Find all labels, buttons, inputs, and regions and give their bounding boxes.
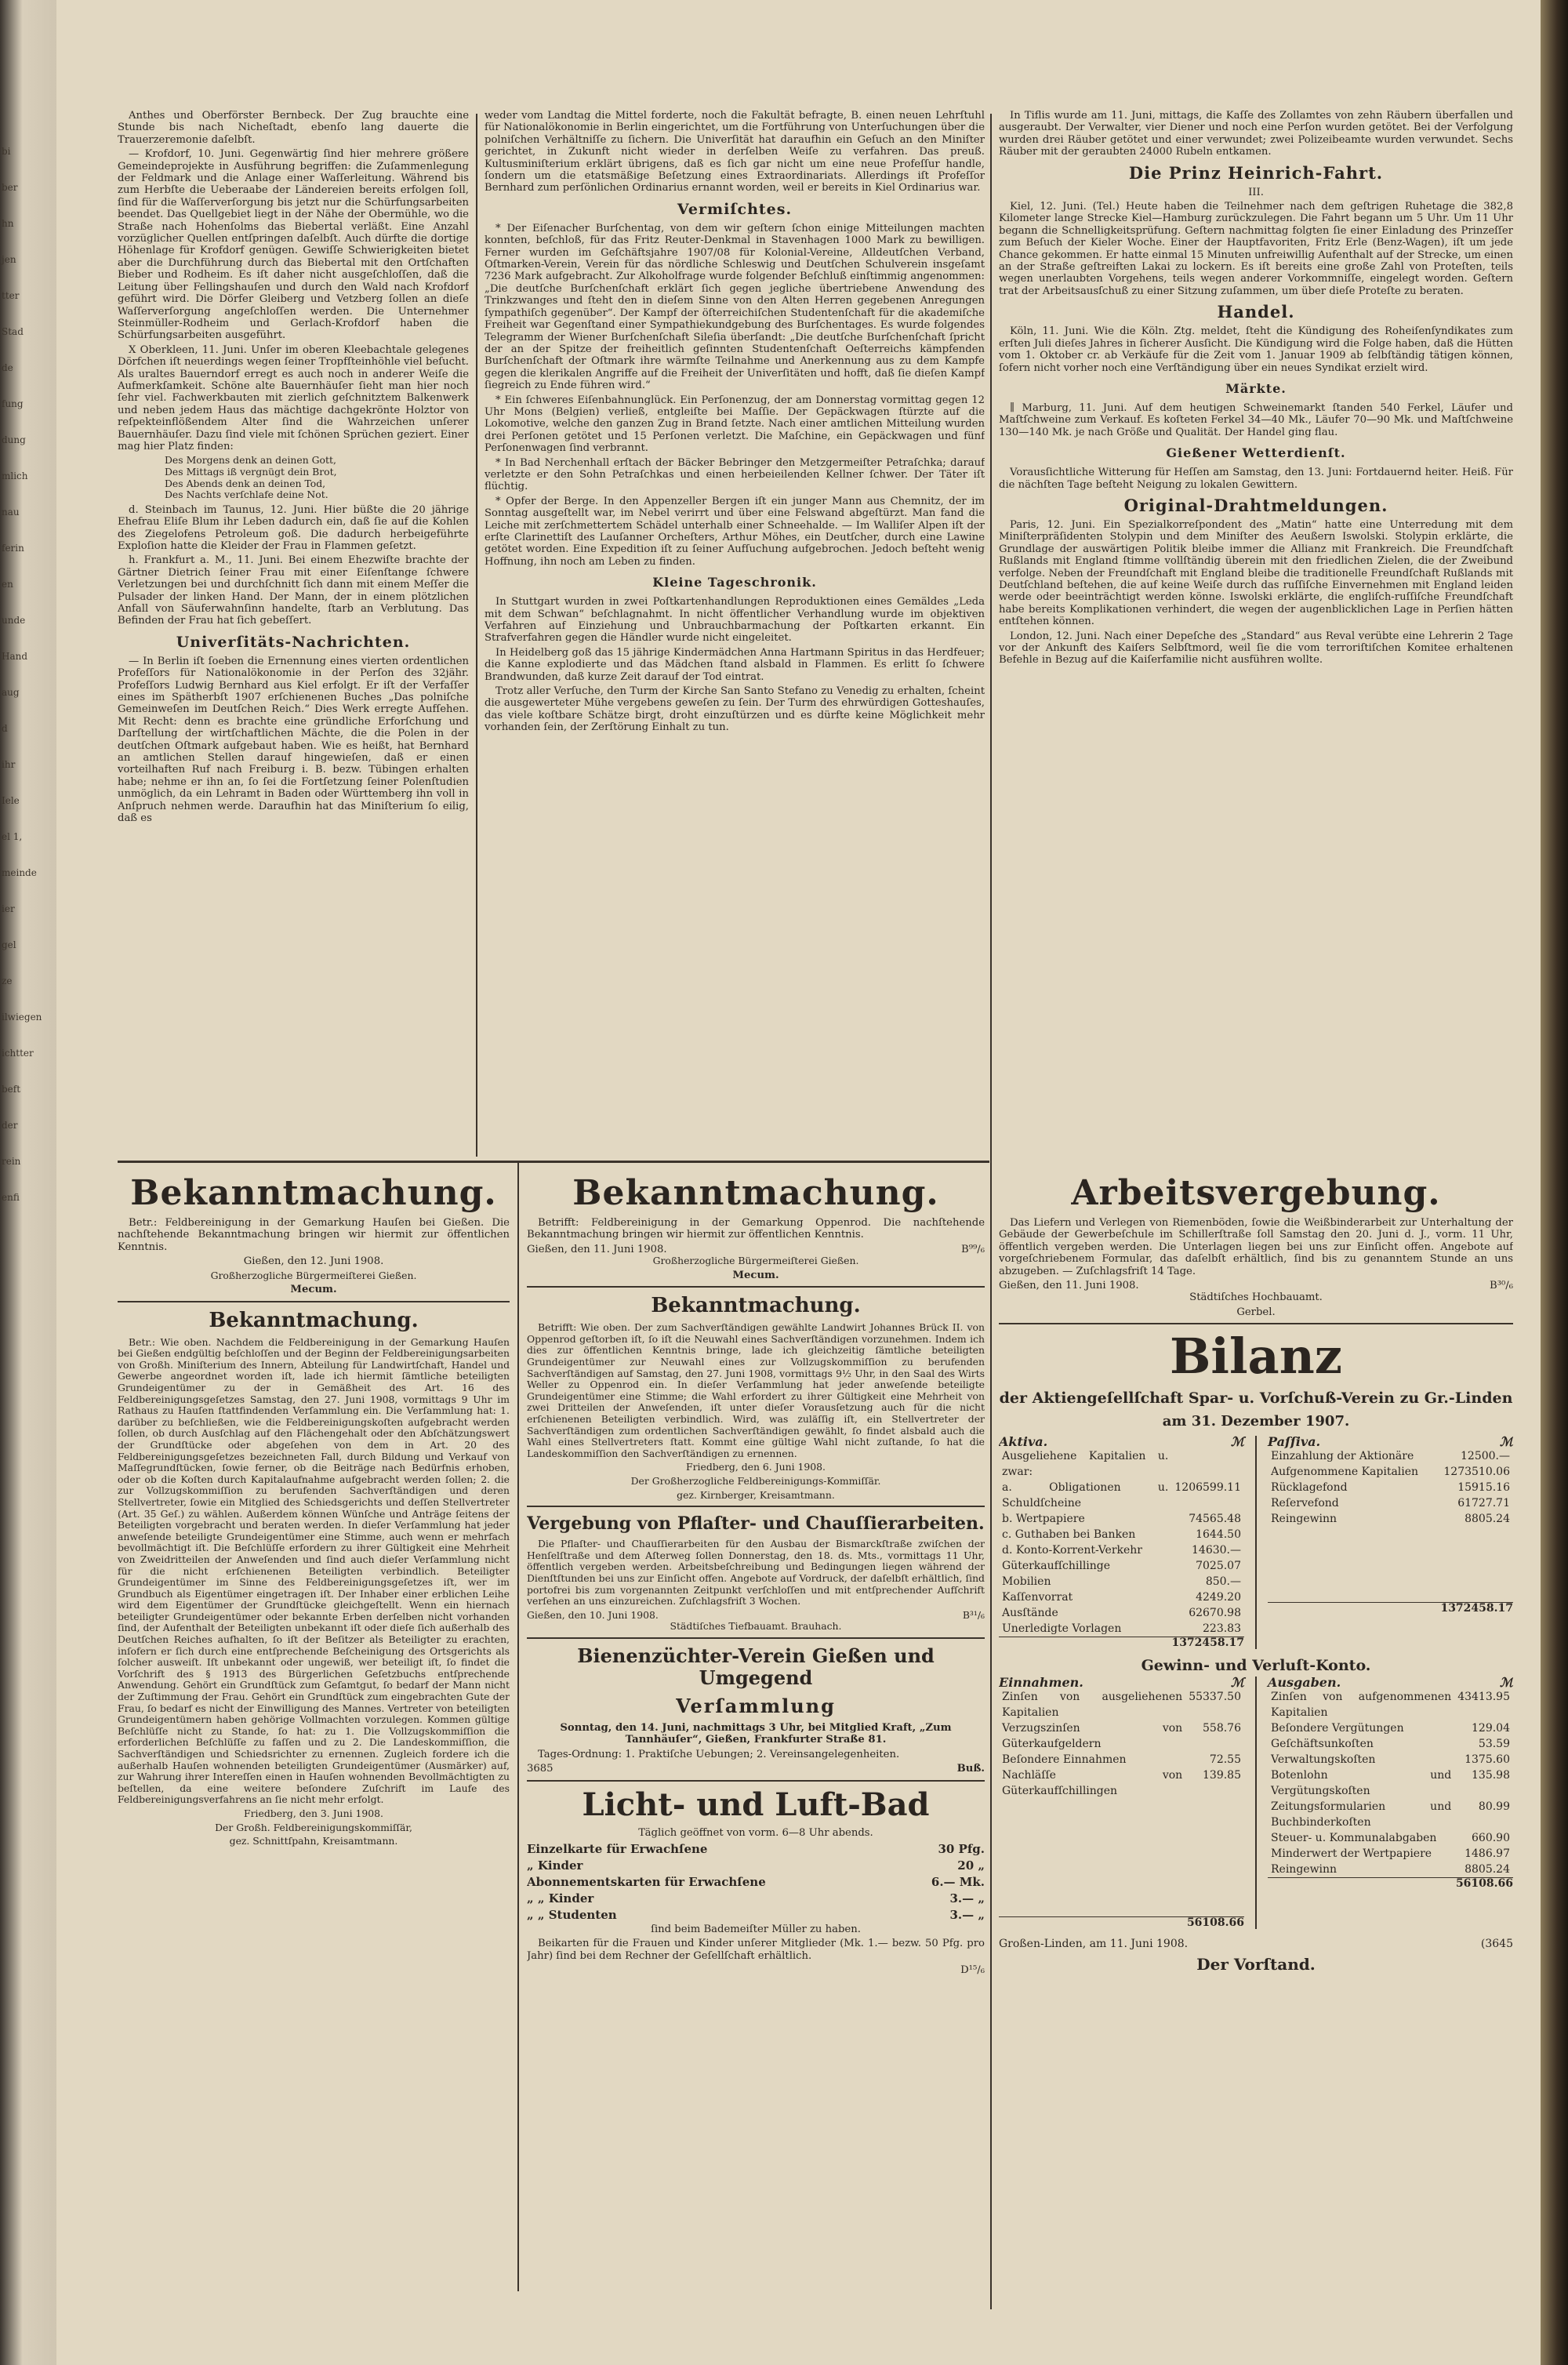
column-rule-1 bbox=[476, 114, 477, 1157]
account-label: Geſchäftsunkoſten bbox=[1271, 1737, 1374, 1750]
account-label: Reſervefond bbox=[1271, 1496, 1339, 1509]
article-berge: * Opfer der Berge. In den Appenzeller Bergen iſt ein junger Mann aus Chemnitz, der im Sonntag ausgeſtellt war, im Nebel verirrt und über eine Felswand abgeſtürzt. Man fand die Leiche mit zerſchmettertem Schädel unterhalb einer Schneehalde. — Im Walliſer Alpen iſt der erſte Clarinettiſt des Lauſanner Orcheſters, Arthur Möhes, ein Deutſcher, durch eine Lawine getötet worden. Eine Expedition iſt zu ſeiner Aufſuchung aufgebrochen. Jedoch beſteht wenig Hoffnung, ihn noch am Leben zu finden. bbox=[485, 495, 985, 568]
ad-signature-3a: Großherzogliche Bürgermeiſterei Gießen. bbox=[652, 1255, 859, 1267]
account-row bbox=[999, 1767, 1244, 1799]
account-row bbox=[1268, 1767, 1513, 1799]
aktiva-heading: Aktiva. bbox=[999, 1434, 1048, 1450]
account-amount: 660.90 bbox=[1472, 1831, 1510, 1844]
account-label: Unerledigte Vorlagen bbox=[1002, 1622, 1122, 1635]
price-value: 30 Pfg. bbox=[938, 1841, 985, 1856]
ad-opening-hours: Täglich geöffnet von vorm. 6—8 Uhr abends. bbox=[638, 1826, 873, 1839]
account-row bbox=[1268, 1736, 1513, 1752]
ad-heading-bekanntmachung-4: Bekanntmachung. bbox=[651, 1294, 861, 1318]
ausgaben-table bbox=[1268, 1689, 1513, 1877]
price-label: „ Kinder bbox=[527, 1858, 583, 1873]
account-amount: 1273510.06 bbox=[1443, 1465, 1510, 1478]
ad-heading-bekanntmachung-3: Bekanntmachung. bbox=[572, 1173, 939, 1213]
ad-signature-arbeit-a: Städtiſches Hochbauamt. bbox=[1189, 1291, 1323, 1304]
ad-price-note: ſind beim Bademeiſter Müller zu haben. bbox=[651, 1923, 861, 1935]
margin-fragment: ihr bbox=[2, 759, 16, 770]
ad-heading-licht-luft-bad: Licht- und Luft-Bad bbox=[582, 1786, 930, 1823]
ad-heading-guv: Gewinn- und Verluſt-Konto. bbox=[1141, 1657, 1371, 1675]
ad-text-bekanntmachung-1: Betr.: Feldbereinigung in der Gemarkung Hauſen bei Gießen. Die nachſtehende Bekanntmachung bringen wir hiermit zur öffentlichen Kenntnis. bbox=[118, 1217, 510, 1253]
article-wetter: Vorausſichtliche Witterung für Heſſen am Samstag, den 13. Juni: Fortdauernd heiter. Heiß. Für die nächſten Tage beſteht Neigung zu lokalen Gewittern. bbox=[999, 467, 1513, 491]
verse-line-4: Des Nachts verſchlafe deine Not. bbox=[165, 489, 328, 501]
passiva-currency: ℳ bbox=[1499, 1434, 1513, 1450]
margin-fragment: enfi bbox=[2, 1192, 20, 1203]
price-value: 3.— „ bbox=[949, 1907, 985, 1922]
ad-signature-1a: Großherzogliche Bürgermeiſterei Gießen. bbox=[210, 1269, 417, 1281]
account-row bbox=[999, 1574, 1244, 1589]
ad-heading-bekanntmachung-2: Bekanntmachung. bbox=[209, 1308, 419, 1332]
account-amount: 1206599.11 bbox=[1174, 1480, 1241, 1494]
account-label: Nachläſſe von Güterkaufſchillingen bbox=[1002, 1768, 1183, 1797]
margin-fragment: jen bbox=[2, 254, 16, 265]
account-row bbox=[1268, 1720, 1513, 1736]
account-row bbox=[999, 1542, 1244, 1558]
price-label: Abonnementskarten für Erwachſene bbox=[527, 1874, 766, 1889]
account-row bbox=[1268, 1511, 1513, 1527]
column-1 bbox=[118, 110, 469, 1153]
margin-fragment: aug bbox=[2, 687, 20, 698]
margin-fragment: unde bbox=[2, 615, 26, 626]
ad-signature-2b: gez. Schnittſpahn, Kreisamtmann. bbox=[229, 1835, 398, 1847]
account-amount: 8805.24 bbox=[1465, 1862, 1510, 1876]
margin-fragment: Stad bbox=[2, 326, 24, 337]
einnahmen-table bbox=[999, 1689, 1244, 1799]
aktiva-total: 1372458.17 bbox=[999, 1637, 1244, 1649]
bilanz-divider bbox=[1255, 1436, 1257, 1649]
article-heidelberg: In Heidelberg goß das 15 jährige Kindermädchen Anna Hartmann Spiritus in das Herdfeuer; die Kanne explodierte und das Mädchen ſtand alsbald in Flammen. Es erlitt ſo ſchwere Brandwunden, daß kurze Zeit darauf der Tod eintrat. bbox=[485, 646, 985, 683]
account-label: Botenlohn und Vergütungskoſten bbox=[1271, 1768, 1452, 1797]
section-heading-handel: Handel. bbox=[1217, 302, 1295, 322]
margin-fragment: d bbox=[2, 723, 8, 734]
account-amount: 62670.98 bbox=[1189, 1606, 1241, 1619]
margin-fragment: fung bbox=[2, 398, 24, 409]
margin-fragment: rein bbox=[2, 1156, 21, 1167]
ad-code-vergebung: B³¹/₆ bbox=[962, 1608, 985, 1621]
account-row bbox=[1268, 1495, 1513, 1511]
price-value: 20 „ bbox=[957, 1858, 985, 1873]
ad-code-arbeitsvergebung: B³⁰/₆ bbox=[1490, 1280, 1513, 1292]
account-amount: 72.55 bbox=[1209, 1753, 1241, 1766]
account-label: Kaſſenvorrat bbox=[1002, 1590, 1073, 1604]
passiva-total: 1372458.17 bbox=[1268, 1602, 1513, 1615]
section-subheading-roman: III. bbox=[1248, 186, 1264, 198]
account-amount: 80.99 bbox=[1478, 1800, 1510, 1813]
verse-line-3: Des Abends denk an deinen Tod, bbox=[165, 477, 326, 489]
ad-separator bbox=[527, 1780, 985, 1782]
margin-fragment: el 1, bbox=[2, 831, 23, 842]
price-list bbox=[527, 1841, 985, 1924]
ad-heading-bienenzuechter: Bienenzüchter-Verein Gießen und Umgegend bbox=[577, 1644, 935, 1689]
ad-signature-bienenzuechter: Buß. bbox=[956, 1763, 985, 1775]
ad-separator bbox=[527, 1637, 985, 1639]
guv-tables bbox=[999, 1677, 1513, 1929]
section-heading-prinz-heinrich: Die Prinz Heinrich-Fahrt. bbox=[1128, 162, 1384, 183]
price-row bbox=[527, 1874, 985, 1891]
price-row bbox=[527, 1858, 985, 1874]
margin-fragment: ilwiegen bbox=[2, 1012, 42, 1023]
ad-signature-3b: Mecum. bbox=[732, 1269, 779, 1281]
bilanz-signature: Der Vorſtand. bbox=[1196, 1954, 1316, 1974]
ausgaben-heading: Ausgaben. bbox=[1268, 1675, 1341, 1691]
ad-date-bilanz: am 31. Dezember 1907. bbox=[1162, 1413, 1350, 1430]
account-row bbox=[1268, 1846, 1513, 1862]
account-row bbox=[999, 1589, 1244, 1605]
price-row bbox=[527, 1841, 985, 1858]
ad-separator bbox=[527, 1286, 985, 1288]
margin-fragment: ichtter bbox=[2, 1048, 34, 1059]
ads-column-right bbox=[999, 1168, 1513, 2298]
article-koeln: Köln, 11. Juni. Wie die Köln. Ztg. meldet, ſteht die Kündigung des Roheiſenſyndikates zum erſten Juli dieſes Jahres in ſicherer Ausſicht. Die Kündigung wird die Folge haben, daß die Hütten vom 1. Oktober cr. ab Verkäufe für die Zeit vom 1. Januar 1909 ab ſelbſtändig tätigen können, ſofern nicht vorher noch eine Verſtändigung über ein neues Syndikat erzielt wird. bbox=[999, 325, 1513, 374]
article-marburg: ∥ Marburg, 11. Juni. Auf dem heutigen Schweinemarkt ſtanden 540 Ferkel, Läufer und Maſtſchweine zum Verkauf. Es koſteten Ferkel 34—40 Mk., Läufer 70—90 Mk. und Maſtſchweine 130—140 Mk. je nach Größe und Qualität. Der Handel ging flau. bbox=[999, 401, 1513, 438]
margin-fragment: Hand bbox=[2, 651, 28, 662]
account-row bbox=[1268, 1448, 1513, 1464]
column-rule-ads bbox=[517, 1162, 519, 2291]
account-label: Zinſen von ausgeliehenen Kapitalien bbox=[1002, 1690, 1183, 1719]
section-heading-maerkte: Märkte. bbox=[1225, 380, 1287, 396]
account-label: Verwaltungskoſten bbox=[1271, 1753, 1376, 1766]
account-row bbox=[999, 1448, 1244, 1480]
account-amount: 850.— bbox=[1205, 1575, 1241, 1588]
account-row bbox=[1268, 1799, 1513, 1830]
account-label: Zeitungsformularien und Buchbinderkoſten bbox=[1271, 1800, 1452, 1829]
margin-fragment: de bbox=[2, 362, 13, 373]
account-label: Aufgenommene Kapitalien bbox=[1271, 1465, 1419, 1478]
ad-heading-bilanz: Bilanz bbox=[1170, 1328, 1342, 1386]
page-edge bbox=[1541, 0, 1568, 2365]
margin-fragment: gel bbox=[2, 939, 16, 950]
account-row bbox=[999, 1527, 1244, 1542]
section-heading-university: Univerſitäts-Nachrichten. bbox=[176, 633, 411, 651]
account-row bbox=[1268, 1480, 1513, 1495]
ads-column-middle bbox=[527, 1168, 985, 2298]
ad-separator bbox=[118, 1301, 510, 1302]
account-amount: 129.04 bbox=[1472, 1721, 1510, 1735]
margin-fragment: ier bbox=[2, 903, 15, 914]
section-heading-tageschronik: Kleine Tageschronik. bbox=[652, 575, 817, 590]
account-row bbox=[1268, 1752, 1513, 1767]
account-label: Zinſen von aufgenommenen Kapitalien bbox=[1271, 1690, 1452, 1719]
ad-text-bekanntmachung-3: Betrifft: Feldbereinigung in der Gemarkung Oppenrod. Die nachſtehende Bekanntmachung bringen wir hiermit zur öffentlichen Kenntnis. bbox=[527, 1217, 985, 1241]
bilanz-place-date: Großen-Linden, am 11. Juni 1908. bbox=[999, 1938, 1189, 1951]
margin-fragment: ze bbox=[2, 975, 13, 986]
article-stuttgart: In Stuttgart wurden in zwei Poſtkartenhandlungen Reproduktionen eines Gemäldes „Leda mit dem Schwan“ beſchlagnahmt. In nicht öffentlicher Verhandlung wurde im objektiven Verfahren auf Einziehung und Unbrauchbarmachung der Poſtkarten erkannt. Ein Strafverfahren gegen die Händler wurde nicht eingeleitet. bbox=[485, 596, 985, 645]
account-amount: 135.98 bbox=[1472, 1768, 1510, 1782]
price-row bbox=[527, 1907, 985, 1924]
ausgaben-currency: ℳ bbox=[1499, 1675, 1513, 1691]
column-3 bbox=[999, 110, 1513, 1153]
ad-signature-1b: Mecum. bbox=[290, 1284, 337, 1296]
account-label: a. Obligationen u. Schuldſcheine bbox=[1002, 1480, 1169, 1509]
article-kiel: Kiel, 12. Juni. (Tel.) Heute haben die Teilnehmer nach dem geſtrigen Ruhetage die 382,8 Kilometer lange Strecke Kiel—Hamburg zurückzulegen. Die Fahrt begann um 5 Uhr. Um 11 Uhr begann die Schnelligkeitsprüfung. Geſtern nachmittag folgten ſie einer Einladung des Prinzeſſer zum Beſuch der Kieler Woche. Einer der Hauptfavoriten, Fritz Erle (Benz-Wagen), iſt um jede Chance gekommen. Er hatte einmal 15 Minuten unfreiwillig Aufenthalt auf der Strecke, um einen an der Straße geſtreiften Lakai zu lockern. Es iſt bereits eine große Zahl von Proteſten, teils wegen unerlaubten Vorgehens, teils wegen anderer Vorkommniſſe, eingelegt worden. Geſtern trat der Arbeitsausſchuß zu einer Sitzung zuſammen, um über dieſe Proteſte zu beraten. bbox=[999, 201, 1513, 297]
passiva-heading: Paſſiva. bbox=[1268, 1434, 1321, 1450]
ad-order-bienenzuechter: Tages-Ordnung: 1. Praktiſche Uebungen; 2. Vereinsangelegenheiten. bbox=[538, 1748, 900, 1760]
account-row bbox=[999, 1720, 1244, 1752]
ad-separator bbox=[999, 1323, 1513, 1324]
price-value: 6.— Mk. bbox=[931, 1874, 985, 1889]
column-rule-2 bbox=[990, 114, 992, 2309]
account-amount: 55337.50 bbox=[1189, 1690, 1241, 1703]
account-label: d. Konto-Korrent-Verkehr bbox=[1002, 1543, 1142, 1557]
ad-signature-arbeit-b: Gerbel. bbox=[1236, 1306, 1276, 1318]
account-row bbox=[1268, 1862, 1513, 1877]
ad-subheading-versammlung: Verſammlung bbox=[676, 1694, 836, 1717]
margin-fragment: der bbox=[2, 1120, 18, 1131]
account-row bbox=[999, 1689, 1244, 1720]
margin-fragment: mlich bbox=[2, 470, 28, 481]
account-label: Beſondere Vergütungen bbox=[1271, 1721, 1404, 1735]
account-label: Minderwert der Wertpapiere bbox=[1271, 1847, 1432, 1860]
ad-text-bekanntmachung-4: Betrifft: Wie oben. Der zum Sachverſtändigen gewählte Landwirt Johannes Brück II. von Oppenrod geſtorben iſt, ſo iſt die Neuwahl eines Sachverſtändigen vorzunehmen. Indem ich dies zur öffentlichen Kenntnis bringe, lade ich gleichzeitig ſämtliche beteiligten Grundeigentümer zur Neuwahl eines zur Vollzugskommiſſion zu berufenden Sachverſtändigen auf Samstag, den 27. Juni 1908, vormittags 9½ Uhr, in den Saal des Wirts Weller zu Oppenrod ein. In dieſer Verſammlung hat jeder anweſende beteiligte Grundeigentümer eine Stimme; die Wahl erfordert zu ihrer Gültigkeit eine Mehrheit von zwei Dritteilen der Anweſenden, iſt unter dieſer Vorausſetzung auch für die nicht erſchienenen Beteiligten verbindlich. Wird, was zuläſſig iſt, ein Stellvertreter der Sachverſtändigen zum ordentlichen Sachverſtändigen gewählt, ſo findet alsbald auch die Wahl eines Stellvertreters ſtatt. Kommt eine gültige Wahl nicht zuſtande, ſo hat die Landeskommiſſion den Sachverſtändigen zu ernennen. bbox=[527, 1321, 985, 1459]
guv-divider bbox=[1255, 1677, 1257, 1929]
ad-signature-2a: Der Großh. Feldbereinigungskommiſſär, bbox=[215, 1821, 412, 1833]
einnahmen-currency: ℳ bbox=[1230, 1675, 1244, 1691]
ad-separator bbox=[527, 1506, 985, 1507]
article-tiflis: In Tiflis wurde am 11. Juni, mittags, die Kaſſe des Zollamtes von zehn Räubern überfallen und ausgeraubt. Der Verwalter, vier Diener und noch eine Perſon wurden getötet. Bei der Verfolgung wurden drei Räuber getötet und einer verwundet; zwei Polizeibeamte wurden verwundet. Sechs Räuber mit der geraubten 24000 Rubeln entkamen. bbox=[999, 110, 1513, 158]
price-label: Einzelkarte für Erwachſene bbox=[527, 1841, 708, 1856]
ad-signature-vergebung: Städtiſches Tiefbauamt. Brauhach. bbox=[670, 1620, 842, 1633]
price-label: „ „ Studenten bbox=[527, 1907, 617, 1922]
article-oberkleen: X Oberkleen, 11. Juni. Unſer im oberen Kleebachtale gelegenes Dörfchen iſt neuerdings wegen ſeiner Tropfſteinhöhle viel beſucht. Als uraltes Bauerndorf erregt es auch noch in anderer Weiſe die Aufmerkſamkeit. Schöne alte Bauernhäuſer ſieht man hier noch ſehr viel. Fachwerkbauten mit zierlich geſchnitztem Balkenwerk und neben jedem Haus das mächtige dachgekrönte Holztor von reſpekteinflößendem Alter ſind die Wahrzeichen unſerer Bauernhäuſer. Dazu ſind viele mit ſchönen Sprüchen geziert. Einer mag hier Platz finden: bbox=[118, 343, 469, 452]
ad-signature-4a: Der Großherzogliche Feldbereinigungs-Kommiſſär. bbox=[630, 1474, 881, 1487]
account-amount: 8805.24 bbox=[1465, 1512, 1510, 1525]
article-nerchenhall: * In Bad Nerchenhall erſtach der Bäcker Bebringer den Metzgermeiſter Petraſchka; darauf verletzte er den Sohn Petraſchkas und einen herbeieilenden Kellner ſchwer. Der Täter iſt flüchtig. bbox=[485, 456, 985, 493]
article-eisenach: * Der Eiſenacher Burſchentag, von dem wir geſtern ſchon einige Mitteilungen machten konnten, beſchloß, für das Fritz Reuter-Denkmal in Stavenhagen 1000 Mark zu bewilligen. Ferner wurden im Geſchäftsjahre 1907/08 für Kolonial-Vereine, Alldeutſchen Verband, Oſtmarken-Verein, Verein für das nördliche Schleswig und Deutſchen Schulverein insgeſamt 7236 Mark aufgebracht. Zur Alkoholfrage wurde folgender Beſchluß einſtimmig angenommen: „Die deutſche Burſchenſchaft erklärt ſich gegen jegliche übertriebene Anwendung des Trinkzwanges und ſteht den in dieſem Sinne von den Alten Herren gegebenen Anregungen ſympathiſch gegenüber“. Der Kampf der öſterreichiſchen Studentenſchaft für die akademiſche Freiheit war Gegenſtand einer Sympathiekundgebung des Burſchentages. Es wurde folgendes Telegramm der Wiener Burſchenſchaft Sileſia überſandt: „Die deutſche Burſchenſchaft ſpricht der an der Spitze der freiheitlich geſinnten Studentenſchaft Oeſterreichs kämpfenden Burſchenſchaft der Oſtmark ihre wärmſte Teilnahme und Anerkennung aus zu dem Kampfe gegen die klerikalen Angriffe auf die Freiheit der Univerſitäten und hofft, daß ſie dieſen Kampf ſiegreich zu Ende führen wird.“ bbox=[485, 222, 985, 392]
ad-date-bekanntmachung-4: Friedberg, den 6. Juni 1908. bbox=[686, 1461, 826, 1473]
price-row bbox=[527, 1891, 985, 1907]
margin-fragment: nau bbox=[2, 507, 20, 518]
ad-code-licht-luft-bad: D¹⁵/₆ bbox=[960, 1964, 985, 1977]
ad-signature-4b: gez. Kirnberger, Kreisamtmann. bbox=[677, 1488, 835, 1501]
ad-text-arbeitsvergebung: Das Liefern und Verlegen von Riemenböden, ſowie die Weißbinderarbeit zur Unterhaltung der Gebäude der Gewerbeſchule im Schillerſtraße ſoll Samstag den 20. Juni d. J., vorm. 11 Uhr, öffentlich vergeben werden. Die Unterlagen liegen bei uns zur Einſicht offen. Angebote auf vorgeſchriebenem Formular, das daſelbſt erhältlich, ſind bis zu genanntem Stunde an uns abzugeben. — Zuſchlagsfriſt 14 Tage. bbox=[999, 1217, 1513, 1277]
account-row bbox=[1268, 1464, 1513, 1480]
account-amount: 223.83 bbox=[1203, 1622, 1241, 1635]
section-heading-drahtmeldungen: Original-Drahtmeldungen. bbox=[1123, 495, 1388, 515]
price-label: „ „ Kinder bbox=[527, 1891, 594, 1905]
account-amount: 15915.16 bbox=[1457, 1480, 1510, 1494]
article-steinbach: d. Steinbach im Taunus, 12. Juni. Hier büßte die 20 jährige Ehefrau Eliſe Blum ihr Leben dadurch ein, daß ſie auf die Kohlen des Ziegelofens Petroleum goß. Die dadurch herbeigeführte Exploſion hatte die Kleider der Frau in Flammen geſetzt. bbox=[118, 503, 469, 552]
article-lead: Anthes und Oberförster Bernbeck. Der Zug brauchte eine Stunde bis nach Nicheſtadt, ebenſo lang dauerte die Trauerzeremonie daſelbſt. bbox=[118, 110, 469, 146]
account-label: Steuer- u. Kommunalabgaben bbox=[1271, 1831, 1437, 1844]
account-label: Verzugszinſen von Güterkaufgeldern bbox=[1002, 1721, 1183, 1750]
ad-text-bekanntmachung-2: Betr.: Wie oben. Nachdem die Feldbereinigung in der Gemarkung Hauſen bei Gießen endgültig beſchloſſen und der Beginn der Feldbereinigungsarbeiten von Großh. Miniſterium des Innern, Abteilung für Landwirtſchaft, Handel und Gewerbe angeordnet worden iſt, lade ich hiermit ſämtliche beteiligten Grundeigentümer zu der in Gemäßheit des Art. 16 des Feldbereinigungsgeſetzes Samstag, den 27. Juni 1908, vormittags 9 Uhr im Rathaus zu Hauſen ſtattfindenden Verſammlung ein. Die Verſammlung hat: 1. darüber zu beſchließen, wie die Feldbereinigungskoſten aufgebracht werden ſollen, ob durch Ausſchlag auf den Flächengehalt oder den Abſchätzungswert der Grundſtücke oder abgeſehen von dem in Art. 20 des Feldbereinigungsgeſetzes bezeichneten Fall, durch Bildung und Verkauf von Maſſegrundſtücken, ſowie ferner, ob die Beiträge nach Bedürfnis erhoben, oder ob die Koſten durch Kapitalaufnahme aufgebracht werden ſollen; 2. die zur Vollzugskommiſſion zu berufenden Sachverſtändigen und deren Stellvertreter, ſowie ein Mitglied des Schiedsgerichts und deſſen Stellvertreter (Art. 35 Geſ.) zu wählen. Außerdem können Wünſche und Anträge ſeitens der Beteiligten vorgebracht und beraten werden. In dieſer Verſammlung hat jeder anweſende beteiligte Grundeigentümer eine Stimme, auch wenn er mehrfach bevollmächtigt iſt. Die Beſchlüſſe erfordern zu ihrer Gültigkeit eine Mehrheit von Zweidritteilen der Anweſenden und ſind auch dieſer Verſammlung nicht für die nicht erſchienenen Beteiligten verbindlich. Beteiligter Grundeigentümer im Sinne des Feldbereinigungsgeſetzes iſt, wer im Grundbuch als Eigentümer eingetragen iſt. Der Inhaber einer erblichen Leihe wird dem Eigentümer der Grundſtücke gleichgeſtellt. Wenn ein hiernach beteiligter Grundeigentümer oder bekannte Erben derſelben nicht vorhanden ſind, der Aufenthalt der Beteiligten unbekannt iſt oder dieſe ſich außerhalb des Deutſchen Reiches aufhalten, ſo iſt der Beſitzer als Beteiligter zu erachten, inſofern er ſich durch eine entſprechende Beſcheinigung des Ortsgerichts als ſolcher ausweiſt. Iſt unbekannt oder ungewiß, wer beteiligt iſt, ſo findet die Vorſchrift des § 1913 des Bürgerlichen Geſetzbuchs entſprechende Anwendung. Gehört ein Grundſtück zum Geſamtgut, ſo bedarf der Mann nicht der Zuſtimmung der Frau. Gehört ein Grundſtück zum eingebrachten Gute der Frau, ſo bedarf es nicht der Einwilligung des Mannes. Vertreter von beteiligten Grundeigentümern haben gehörige Vollmachten vorzulegen. Kommen gültige Beſchlüſſe nicht zu Stande, ſo hat: zu 1. Die Vollzugskommiſſion die erforderlichen Beſchlüſſe zu faſſen und zu 2. Die Landeskommiſſion, die Sachverſtändigen und Schiedsrichter zu ernennen. Zugleich fordere ich die außerhalb Hauſen wohnenden beteiligten Grundeigentümer (Ausmärker) auf, zur Wahrung ihrer Intereſſen einen in Hauſen wohnenden Bevollmächtigten zu beſtellen, da eine weitere beſondere Zuſchrift im Laufe des Feldbereinigungsverfahrens an ſie nicht mehr erfolgt. bbox=[118, 1335, 510, 1806]
aktiva-currency: ℳ bbox=[1230, 1434, 1244, 1450]
ad-subheading-bilanz: der Aktiengeſellſchaft Spar- u. Vorſchuß-Verein zu Gr.-Linden bbox=[999, 1390, 1513, 1408]
aktiva-panel bbox=[999, 1436, 1244, 1649]
article-university-cont: weder vom Landtag die Mittel forderte, noch die Fakultät befragte, B. einen neuen Lehrſtuhl für Nationalökonomie in Berlin eingerichtet, um die Fortführung von Unterſuchungen über die polniſchen Verhältniſſe zu ſichern. Die Univerſität hat daraufhin ein Geſuch an den Miniſter gerichtet, in Zukunft nicht wieder in derſelben Weiſe zu verfahren. Das preuß. Kultusminiſterium erklärt übrigens, daß es ſich gar nicht um eine neue Profeſſur handle, ſondern um die etatsmäßige Beſetzung eines Extraordinariats. Allerdings iſt Profeſſor Bernhard zum perſönlichen Ordinarius ernannt worden, weil er bereits in Kiel Ordinarius war. bbox=[485, 110, 985, 194]
ad-date-vergebung: Gießen, den 10. Juni 1908. bbox=[527, 1608, 659, 1621]
verse-line-1: Des Morgens denk an deinen Gott, bbox=[165, 454, 336, 467]
account-amount: 12500.— bbox=[1461, 1449, 1510, 1462]
ads-rule-top bbox=[118, 1161, 989, 1163]
account-amount: 53.59 bbox=[1478, 1737, 1510, 1750]
article-eisenbahn: * Ein ſchweres Eiſenbahnunglück. Ein Perſonenzug, der am Donnerstag vormittag gegen 12 Uhr Mons (Belgien) verließ, entgleiſte bei Maſſie. Der Gepäckwagen ſtürzte auf die Lokomotive, welche den ganzen Zug in Brand ſetzte. Nach einer amtlichen Mitteilung wurden drei Perſonen getötet und 15 Perſonen verletzt. Die Maſchine, ein Gepäckwagen und fünf Perſonenwagen ſind verbrannt. bbox=[485, 394, 985, 455]
ad-heading-bekanntmachung-1: Bekanntmachung. bbox=[130, 1173, 497, 1213]
bilanz-tables bbox=[999, 1436, 1513, 1649]
article-frankfurt: h. Frankfurt a. M., 11. Juni. Bei einem Ehezwiſte brachte der Gärtner Dietrich ſeiner Frau mit einer Eiſenſtange ſchwere Verletzungen bei und durchſchnitt ſich dann mit einem Meſſer die Pulsader der linken Hand. Der Mann, der in einem plötzlichen Anfall von Säuferwahnſinn handelte, ſtarb an Verblutung. Das Befinden der Frau hat ſich gebeſſert. bbox=[118, 554, 469, 627]
account-label: Mobilien bbox=[1002, 1575, 1051, 1588]
account-label: Beſondere Einnahmen bbox=[1002, 1753, 1127, 1766]
einnahmen-heading: Einnahmen. bbox=[999, 1675, 1083, 1691]
ausgaben-total: 56108.66 bbox=[1268, 1877, 1513, 1890]
einnahmen-panel bbox=[999, 1677, 1244, 1929]
margin-fragment: beft bbox=[2, 1084, 21, 1095]
account-amount: 139.85 bbox=[1203, 1768, 1241, 1782]
account-label: Güterkaufſchillinge bbox=[1002, 1559, 1111, 1572]
account-amount: 43413.95 bbox=[1457, 1690, 1510, 1703]
margin-fragment: meinde bbox=[2, 867, 37, 878]
ad-date-arbeitsvergebung: Gießen, den 11. Juni 1908. bbox=[999, 1280, 1139, 1292]
account-row bbox=[1268, 1689, 1513, 1720]
margin-fragment: bi bbox=[2, 146, 11, 157]
margin-fragment: dung bbox=[2, 434, 26, 445]
account-amount: 1644.50 bbox=[1196, 1528, 1241, 1541]
account-label: Rücklagefond bbox=[1271, 1480, 1348, 1494]
account-label: Einzahlung der Aktionäre bbox=[1271, 1449, 1414, 1462]
column-2 bbox=[485, 110, 985, 1153]
article-university: — In Berlin iſt ſoeben die Ernennung eines vierten ordentlichen Profeſſors für Nationalökonomie in der Perſon des 32jähr. Profeſſors Ludwig Bernhard aus Kiel erfolgt. Er iſt der Verfaſſer eines im Spätherbſt 1907 erſchienenen Buches „Das polniſche Gemeinweſen im Deutſchen Reich.“ Dies Werk erregte Aufſehen. Mit Recht: denn es brachte eine gründliche Erforſchung und Darſtellung der wirtſchaftlichen Mächte, die die Polen in der deutſchen Oſtmark aufgebaut haben. Wie es heißt, hat Bernhard an amtlichen Stellen darauf hingewieſen, daß er einen vorteilhaften Ruf nach Freiburg i. B. bezw. Tübingen erhalten habe; nehme er ihn an, ſo ſei die Fortſetzung ſeiner Polenſtudien unmöglich, da ein Lehramt in Baden oder Württemberg ihn voll in Anſpruch nehmen werde. Daraufhin hat das Miniſterium ſo eilig, daß es bbox=[118, 655, 469, 825]
margin-fragment: hn bbox=[2, 218, 14, 229]
account-amount: 1375.60 bbox=[1465, 1753, 1510, 1766]
account-label: c. Guthaben bei Banken bbox=[1002, 1528, 1136, 1541]
ads-column-left bbox=[118, 1168, 510, 2298]
passiva-table bbox=[1268, 1448, 1513, 1527]
section-heading-vermischtes: Vermiſchtes. bbox=[677, 200, 793, 218]
bilanz-code: (3645 bbox=[1480, 1938, 1513, 1951]
margin-fragments bbox=[2, 133, 55, 1215]
article-paris: Paris, 12. Juni. Ein Spezialkorreſpondent des „Matin“ hatte eine Unterredung mit dem Miniſterpräſidenten Stolypin und dem Miniſter des Aeußern Iswolski. Stolypin erklärte, die Grundlage der auswärtigen Politik bleibe immer die Allianz mit Frankreich. Die Freundſchaft Rußlands mit England ſtimme vollſtändig überein mit den friedlichen Zielen, die der Zweibund verfolge. Neben der Freundſchaft mit England bleibe die traditionelle Freundſchaft Rußlands mit Deutſchland beſtehen, die auf keine Weiſe durch das ruſſiſche Einvernehmen mit England leiden werde oder beeinträchtigt werden könne. Iswolski erklärte, die engliſch-ruſſiſche Freundſchaft habe bereits Komplikationen verhindert, die wegen der augenblicklichen Lage in Perſien hätten entſtehen können. bbox=[999, 518, 1513, 628]
account-label: Reingewinn bbox=[1271, 1862, 1338, 1876]
account-label: Ausgeliehene Kapitalien u. zwar: bbox=[1002, 1449, 1169, 1478]
account-amount: 61727.71 bbox=[1457, 1496, 1510, 1509]
account-row bbox=[999, 1480, 1244, 1511]
account-row bbox=[1268, 1830, 1513, 1846]
article-turm: Trotz aller Verſuche, den Turm der Kirche San Santo Stefano zu Venedig zu erhalten, ſcheint die ausgewerteter Mühe vergebens geweſen zu ſein. Der Turm des ehrwürdigen Gotteshauſes, das viele koſtbare Schätze birgt, droht einzuſtürzen und es dürfte keine Möglichkeit mehr vorhanden ſein, der Zerſtörung Einhalt zu tun. bbox=[485, 685, 985, 734]
ad-date-bekanntmachung-3: Gießen, den 11. Juni 1908. bbox=[527, 1243, 667, 1255]
ad-text-vergebung: Die Pflaſter- und Chauſſierarbeiten für den Ausbau der Bismarckſtraße zwiſchen der Henſelſtraße und dem Aſterweg ſollen Donnerstag, den 18. ds. Mts., vormittags 11 Uhr, öffentlich vergeben werden. Arbeitsbeſchreibung und Bedingungen liegen während der Dienſtſtunden bei uns zur Einſicht offen. Angebote auf Vordruck, der daſelbſt erhältlich, ſind portofrei bis zum vorgenannten Zeitpunkt verſchloſſen und mit entſprechender Aufſchrift verſehen an uns einzureichen. Zuſchlagsfriſt 3 Wochen. bbox=[527, 1538, 985, 1608]
account-amount: 14630.— bbox=[1192, 1543, 1241, 1557]
ad-date-bekanntmachung-1: Gießen, den 12. Juni 1908. bbox=[243, 1255, 384, 1268]
margin-fragment: ber bbox=[2, 182, 18, 193]
verse-line-2: Des Mittags iß vergnügt dein Brot, bbox=[165, 465, 337, 478]
margin-fragment: en bbox=[2, 579, 13, 590]
ad-code-bienenzuechter: 3685 bbox=[527, 1763, 554, 1775]
ad-heading-vergebung: Vergebung von Pflaſter- und Chauſſierarbeiten. bbox=[527, 1513, 985, 1535]
margin-fragment: tter bbox=[2, 290, 20, 301]
ad-date-bekanntmachung-2: Friedberg, den 3. Juni 1908. bbox=[244, 1807, 383, 1819]
margin-fragment: Iele bbox=[2, 795, 20, 806]
margin-fragment: ferin bbox=[2, 543, 24, 554]
price-value: 3.— „ bbox=[949, 1891, 985, 1905]
account-amount: 4249.20 bbox=[1196, 1590, 1241, 1604]
account-row bbox=[999, 1511, 1244, 1527]
account-label: Ausſtände bbox=[1002, 1606, 1058, 1619]
ad-code-bekanntmachung-3: B⁹⁹/₆ bbox=[961, 1243, 985, 1255]
account-row bbox=[999, 1621, 1244, 1637]
ausgaben-panel bbox=[1268, 1677, 1513, 1929]
account-amount: 1486.97 bbox=[1465, 1847, 1510, 1860]
account-amount: 558.76 bbox=[1203, 1721, 1241, 1735]
account-row bbox=[999, 1605, 1244, 1621]
article-london: London, 12. Juni. Nach einer Depeſche des „Standard“ aus Reval verübte eine Lehrerin 2 Tage vor der Ankunft des Kaiſers Selbſtmord, weil ſie die vom terroriſtiſchen Komitee erhaltenen Befehle in Bezug auf die Kaiſerfamilie nicht ausführen wollte. bbox=[999, 630, 1513, 667]
ad-text-licht-luft-bad: Beikarten für die Frauen und Kinder unſerer Mitglieder (Mk. 1.— bezw. 50 Pfg. pro Jahr) ſind bei dem Rechner der Geſellſchaft erhältlich. bbox=[527, 1938, 985, 1962]
einnahmen-total: 56108.66 bbox=[999, 1916, 1244, 1929]
account-row bbox=[999, 1558, 1244, 1574]
account-amount: 7025.07 bbox=[1196, 1559, 1241, 1572]
ad-text-bienenzuechter: Sonntag, den 14. Juni, nachmittags 3 Uhr, bei Mitglied Kraft, „Zum Tannhäuſer“, Gießen, Frankfurter Straße 81. bbox=[560, 1721, 952, 1746]
ad-heading-arbeitsvergebung: Arbeitsvergebung. bbox=[1071, 1173, 1441, 1213]
account-amount bbox=[1171, 1448, 1244, 1480]
account-label: Reingewinn bbox=[1271, 1512, 1338, 1525]
aktiva-table bbox=[999, 1448, 1244, 1637]
section-heading-wetter: Gießener Wetterdienſt. bbox=[1166, 445, 1346, 461]
account-label: b. Wertpapiere bbox=[1002, 1512, 1085, 1525]
passiva-panel bbox=[1268, 1436, 1513, 1649]
account-row bbox=[999, 1752, 1244, 1767]
article-krofdorf: — Krofdorf, 10. Juni. Gegenwärtig ſind hier mehrere größere Gemeindeprojekte in Ausführung begriffen: die Zuſammenlegung der Feldmark und die Anlage einer Waſſerleitung. Während bis zum Herbſte die Ueberaabe der Ländereien bereits erfolgen ſoll, ſind für die Waſſerverſorgung bis jetzt nur die Schürfungsarbeiten beendet. Das Quellgebiet liegt in der Nähe der Obermühle, wo die Straße nach Hohenſolms das Biebertal verläßt. Eine Anzahl vorzüglicher Quellen entſpringen daſelbſt. Auch dürfte die dortige Höhenlage für Krofdorf genügen. Gewiſſe Schwierigkeiten bietet aber die Durchführung durch das Biebertal mit den Ortſchaften Bieber und Rodheim. Es iſt daher nicht ausgeſchloſſen, daß die Leitung über Fellingshauſen und durch den Wald nach Krofdorf geführt wird. Die Dörfer Gleiberg und Vetzberg ſollen an dieſe Waſſerverſorgung angeſchloſſen werden. Die Unternehmer Steinmüller-Rodheim und Gerlach-Krofdorf haben die Schürfungsarbeiten ausgeführt. bbox=[118, 148, 469, 342]
account-amount: 74565.48 bbox=[1189, 1512, 1241, 1525]
